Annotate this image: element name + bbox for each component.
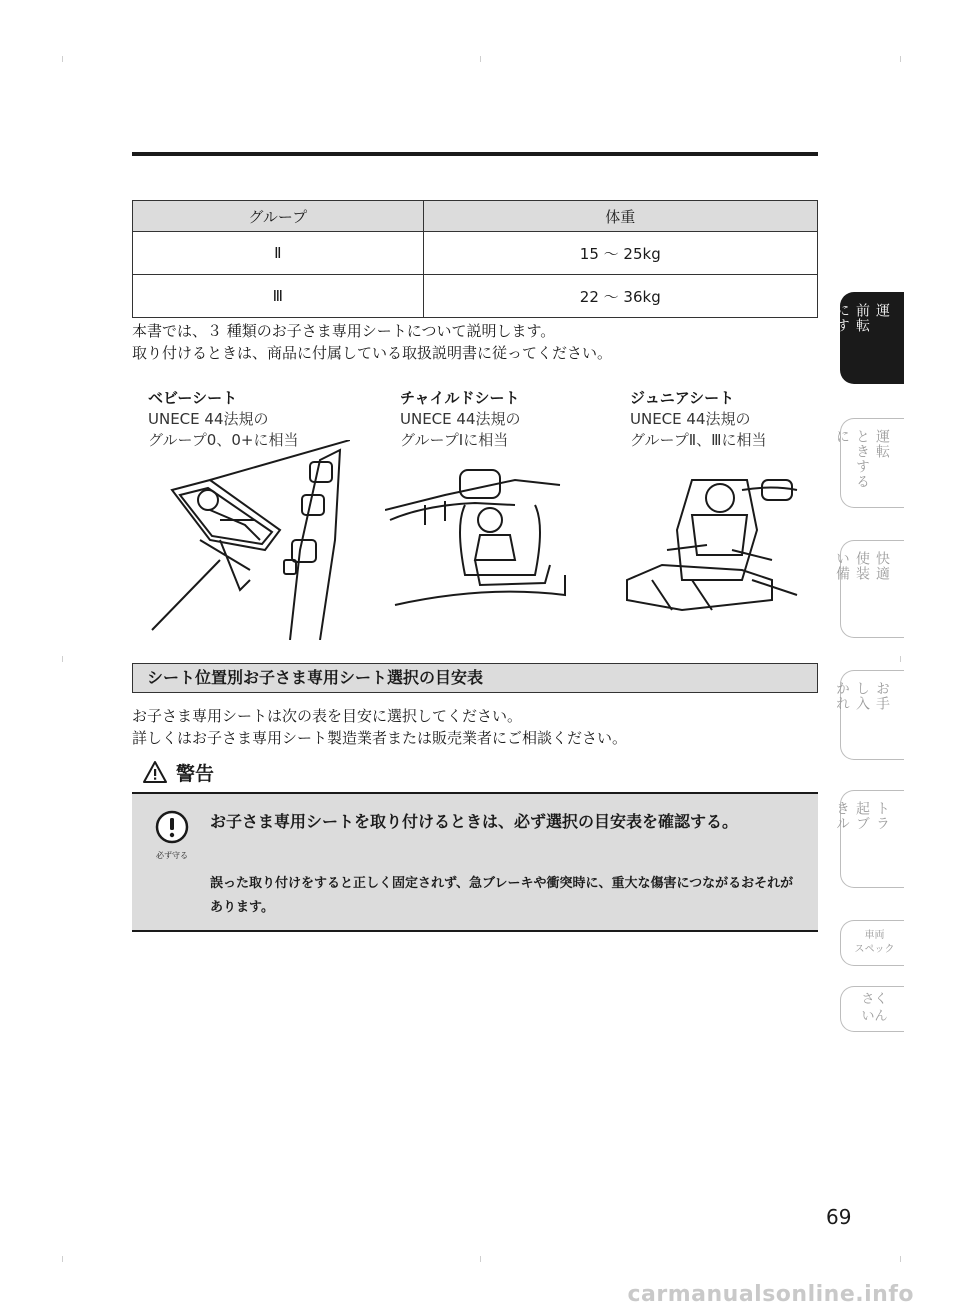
seat-desc: グループⅡ、Ⅲに相当	[630, 431, 767, 449]
watermark: carmanualsonline.info	[627, 1282, 914, 1307]
side-tab-care[interactable]	[834, 670, 904, 760]
tab-text: 車両	[864, 930, 885, 941]
warning-box	[132, 792, 818, 932]
crop-mark	[62, 656, 63, 662]
table-cell: Ⅱ	[133, 232, 424, 275]
crop-mark	[900, 1256, 901, 1262]
warning-main-text: お子さま専用シートを取り付けるときは、必ず選択の目安表を確認する。	[210, 812, 739, 831]
table-row	[133, 275, 818, 318]
seat-desc: グループ0、0+に相当	[148, 431, 299, 449]
tab-text: いん	[861, 1009, 888, 1024]
table-cell: 22 ～ 36kg	[423, 275, 817, 318]
crop-mark	[62, 56, 63, 62]
seat-desc: UNECE 44法規の	[400, 410, 521, 428]
tab-text: 使装	[854, 551, 870, 581]
table-header: 体重	[423, 201, 817, 232]
side-tab-specs[interactable]	[840, 920, 904, 966]
section-title: シート位置別お子さま専用シート選択の目安表	[147, 668, 484, 687]
tab-text: ときする	[854, 429, 870, 489]
side-tab-when-driving[interactable]	[834, 418, 904, 508]
seat-name: ベビーシート	[148, 389, 238, 407]
top-rule	[132, 152, 818, 156]
side-tab-index[interactable]	[840, 986, 904, 1032]
section-heading	[132, 663, 818, 693]
table-header: グループ	[133, 201, 424, 232]
warning-heading	[142, 757, 214, 787]
seat-desc: グループⅠに相当	[400, 431, 509, 449]
tab-text: きル	[834, 801, 850, 831]
seat-name: ジュニアシート	[630, 389, 735, 407]
child-seat-illustration	[385, 465, 585, 615]
tab-text: い備	[834, 551, 850, 581]
table-header-row	[133, 201, 818, 232]
table-row	[133, 232, 818, 275]
side-tab-comfort[interactable]	[834, 540, 904, 638]
intro-paragraph	[132, 320, 612, 364]
crop-mark	[480, 1256, 481, 1262]
seat-desc: UNECE 44法規の	[630, 410, 751, 428]
tab-text: かれ	[834, 681, 850, 711]
seat-desc: UNECE 44法規の	[148, 410, 269, 428]
crop-mark	[62, 1256, 63, 1262]
seat-name: チャイルドシート	[400, 389, 520, 407]
baby-seat-illustration	[150, 440, 350, 640]
tab-text: 起ブ	[854, 801, 870, 831]
section-line: 詳しくはお子さま専用シート製造業者または販売業者にご相談ください。	[132, 729, 628, 747]
warning-title: 警告	[176, 762, 215, 785]
side-tab-trouble[interactable]	[834, 790, 904, 888]
seat-caption-junior	[630, 388, 820, 451]
page-number: 69	[826, 1205, 852, 1229]
section-line: お子さま専用シートは次の表を目安に選択してください。	[132, 707, 523, 725]
junior-seat-illustration	[622, 470, 812, 615]
intro-line: 本書では、３ 種類のお子さま専用シートについて説明します。	[132, 322, 556, 340]
crop-mark	[480, 56, 481, 62]
exclamation-circle-icon	[155, 810, 189, 844]
table-cell: 15 ～ 25kg	[423, 232, 817, 275]
tab-text: 運転	[874, 429, 890, 459]
tab-text: にす	[834, 303, 850, 333]
warning-triangle-icon	[142, 760, 168, 784]
tab-text: トラ	[874, 801, 890, 831]
must-follow-badge	[152, 810, 192, 861]
tab-text: スペック	[854, 944, 895, 955]
tab-text: 前転	[854, 303, 870, 333]
tab-text: し入	[854, 681, 870, 711]
section-paragraph	[132, 705, 627, 749]
table-cell: Ⅲ	[133, 275, 424, 318]
intro-line: 取り付けるときは、商品に付属している取扱説明書に従ってください。	[132, 344, 613, 362]
warning-sub-text: 誤った取り付けをすると正しく固定されず、急ブレーキや衝突時に、重大な傷害につながるおそれがあります。	[210, 876, 794, 915]
side-tab-driving[interactable]	[834, 292, 904, 384]
crop-mark	[900, 656, 901, 662]
crop-mark	[900, 56, 901, 62]
tab-text: に	[834, 429, 850, 444]
tab-text: さく	[861, 992, 888, 1007]
tab-text: 運	[874, 303, 890, 318]
seat-caption-child	[400, 388, 590, 451]
weight-table	[132, 200, 818, 318]
must-follow-label: 必ず守る	[156, 851, 188, 860]
tab-text: 快適	[874, 551, 890, 581]
tab-text: お手	[874, 681, 890, 711]
